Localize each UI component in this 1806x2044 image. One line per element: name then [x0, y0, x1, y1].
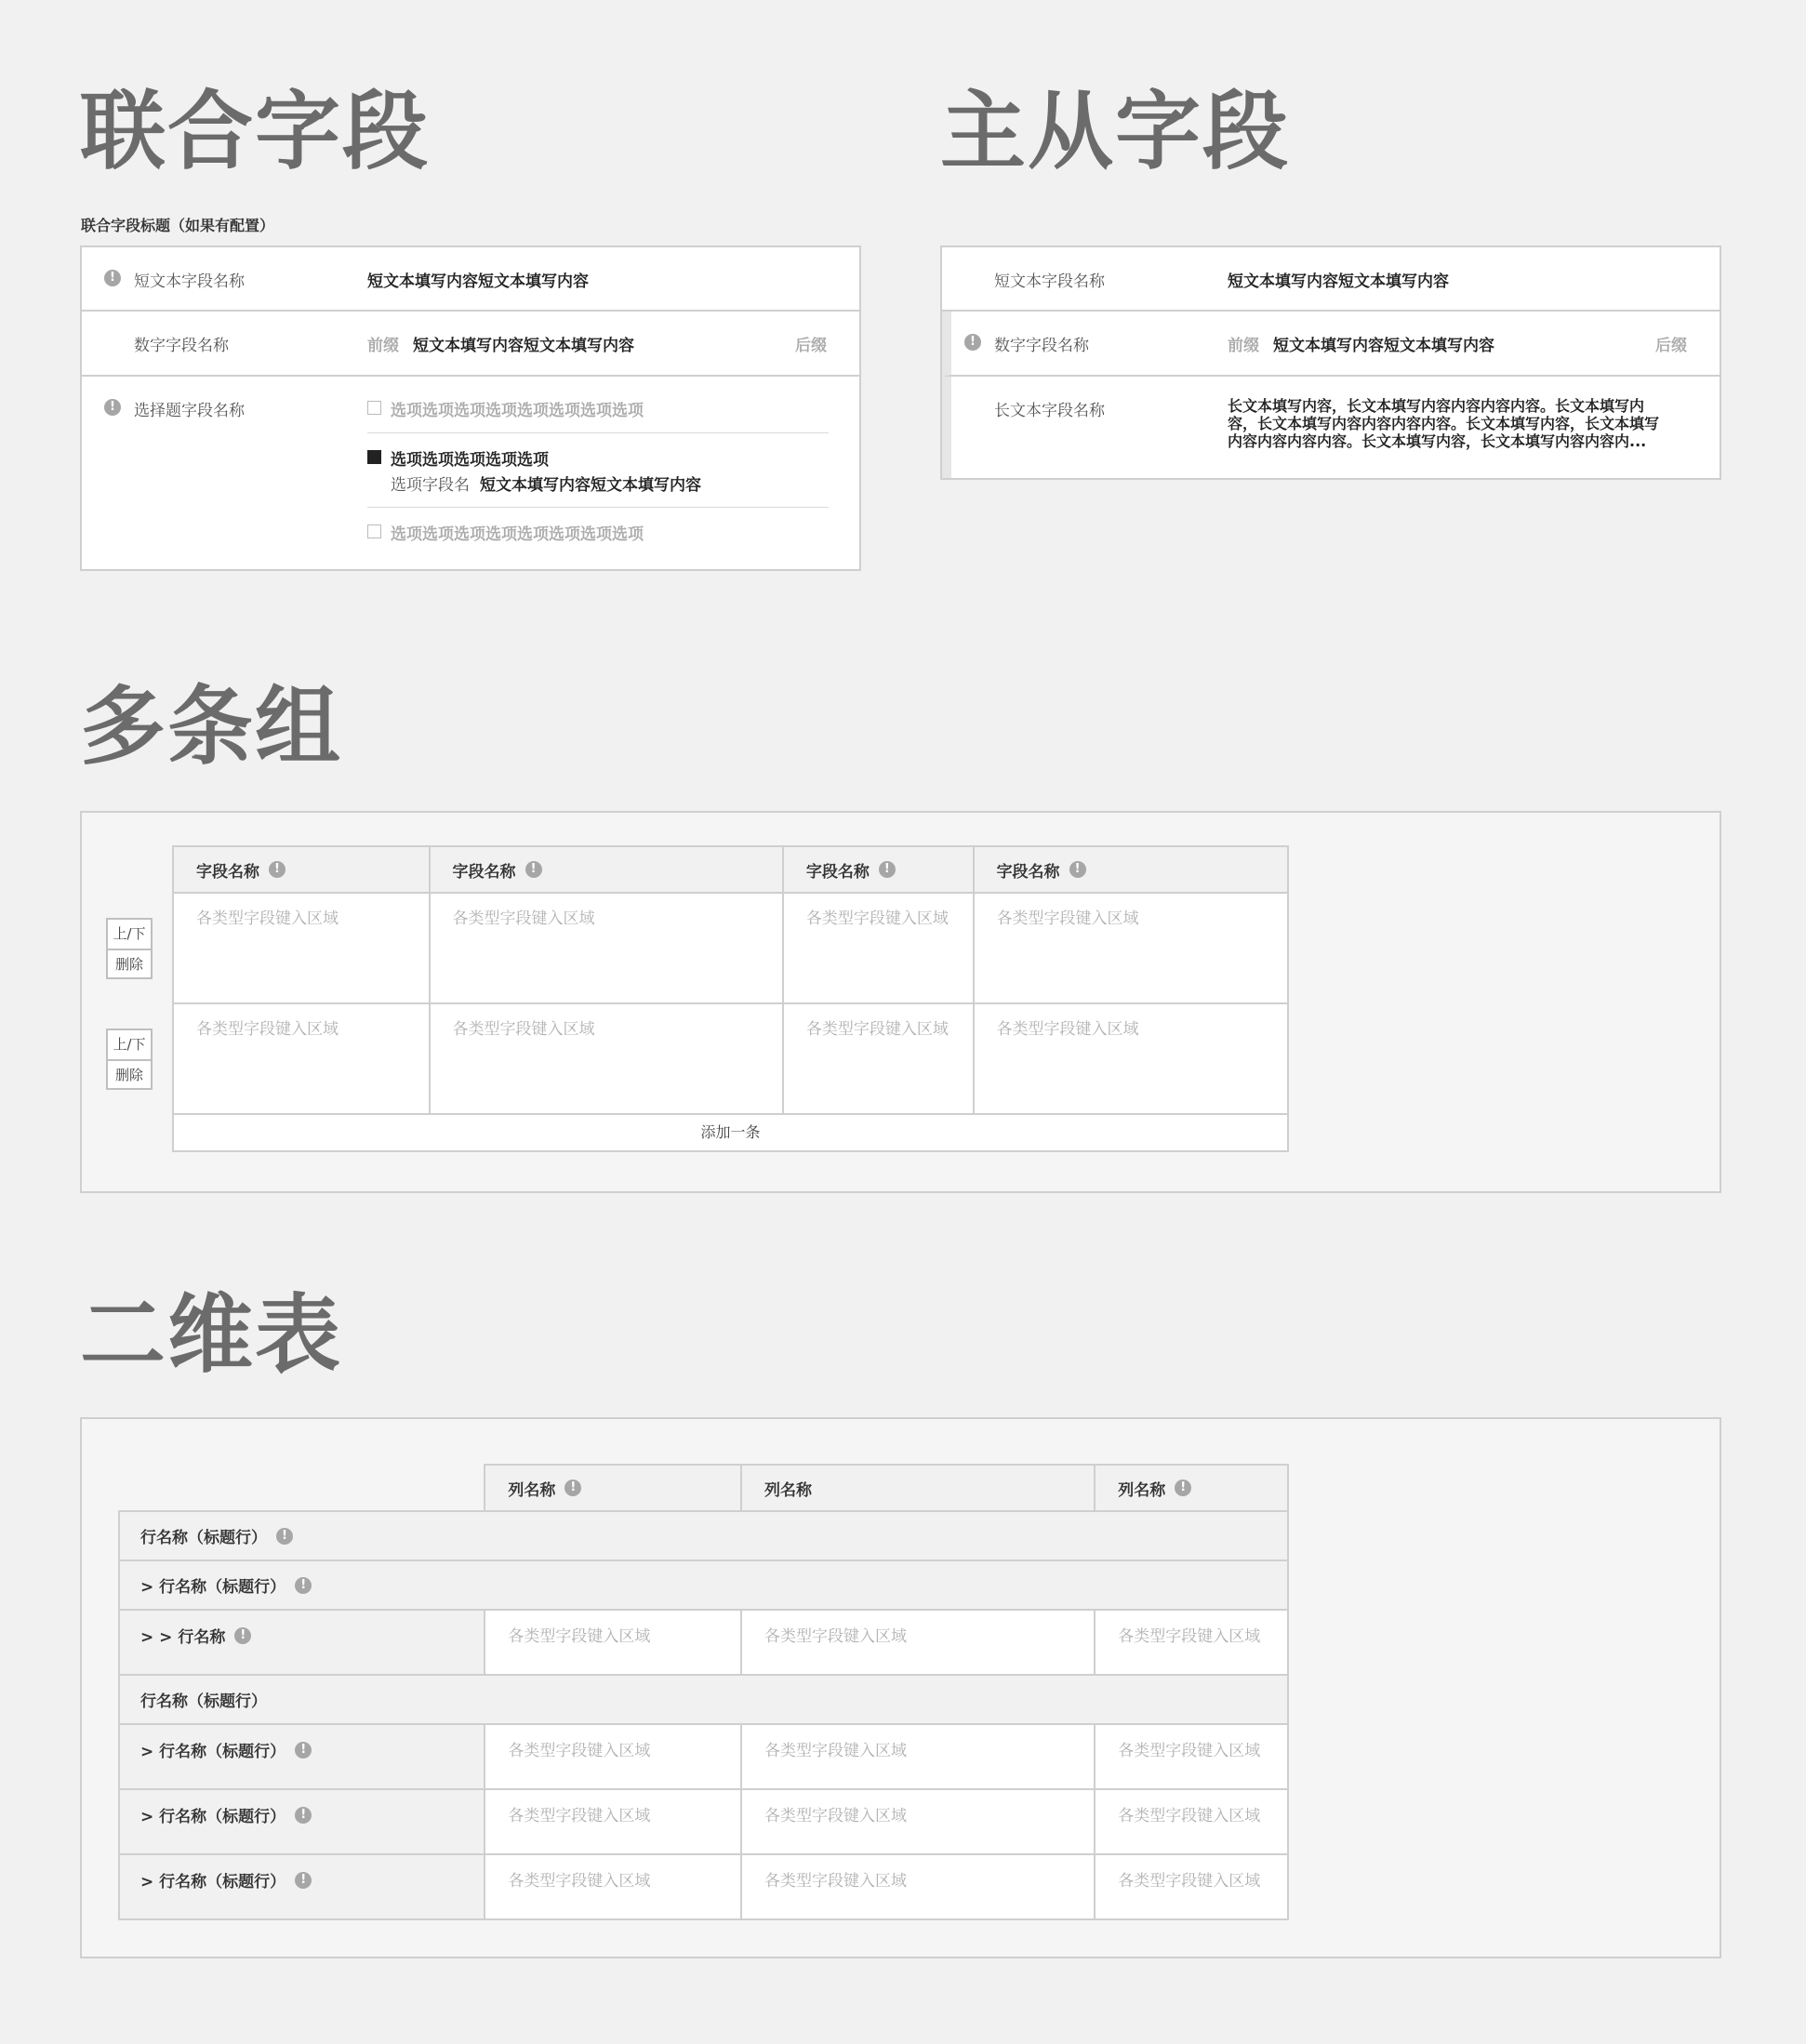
union-row-number [82, 312, 859, 377]
column-header: 字段名称 ! [173, 846, 430, 893]
field-label: 选择题字段名称 [134, 402, 245, 420]
divider [367, 432, 829, 433]
column-header: 字段名称 ! [430, 846, 783, 893]
info-icon[interactable]: ! [879, 861, 896, 878]
info-icon[interactable]: ! [525, 861, 542, 878]
field-label: 短文本字段名称 [994, 272, 1105, 291]
column-header: 字段名称 ! [783, 846, 974, 893]
move-up-down-button[interactable]: 上/下 [113, 1036, 146, 1053]
field-value[interactable]: 短文本填写内容短文本填写内容 [413, 337, 634, 355]
input-cell[interactable]: 各类型字段键入区域 [430, 893, 783, 1003]
field-value[interactable]: 短文本填写内容短文本填写内容 [367, 272, 589, 291]
row-2-actions [106, 1029, 153, 1090]
master-row-short-text [942, 247, 1720, 312]
input-cell[interactable]: 各类型字段键入区域 [783, 893, 974, 1003]
long-text-value[interactable] [1228, 397, 1711, 450]
delete-button[interactable]: 删除 [108, 949, 151, 977]
row-header: > > 行名称 ! [119, 1610, 485, 1675]
input-cell[interactable]: 各类型字段键入区域 [1095, 1724, 1288, 1789]
choice-option[interactable]: 选项选项选项选项选项选项选项选项 [391, 402, 644, 420]
option-sub-value[interactable]: 短文本填写内容短文本填写内容 [480, 476, 701, 495]
row-1-actions [106, 918, 153, 979]
number-prefix: 前缀 [367, 337, 399, 355]
checkbox-icon[interactable] [367, 524, 381, 538]
option-sub-label: 选项字段名 [391, 476, 470, 495]
number-prefix: 前缀 [1228, 337, 1259, 355]
field-label: 短文本字段名称 [134, 272, 245, 291]
union-row-short-text [82, 247, 859, 312]
info-icon[interactable]: ! [1069, 861, 1086, 878]
move-up-down-button[interactable]: 上/下 [113, 925, 146, 942]
input-cell[interactable]: 各类型字段键入区域 [1095, 1610, 1288, 1675]
corner-cell [119, 1465, 485, 1511]
matrix-title-row [119, 1511, 1288, 1560]
input-cell[interactable]: 各类型字段键入区域 [485, 1610, 741, 1675]
matrix-table [118, 1464, 1289, 1920]
input-cell[interactable]: 各类型字段键入区域 [485, 1789, 741, 1854]
info-icon[interactable]: ! [234, 1627, 251, 1644]
multi-section-title: 多条组 [80, 677, 343, 776]
input-cell[interactable]: 各类型字段键入区域 [485, 1854, 741, 1919]
input-cell[interactable]: 各类型字段键入区域 [1095, 1854, 1288, 1919]
matrix-data-row [119, 1724, 1288, 1789]
checkbox-checked-icon[interactable] [367, 450, 381, 464]
table-header-row [173, 846, 1288, 893]
long-text-line: 容，长文本填写内容内容内容内容。长文本填写内容，长文本填写 [1228, 415, 1660, 432]
delete-button[interactable]: 删除 [108, 1059, 151, 1088]
input-cell[interactable]: 各类型字段键入区域 [974, 1003, 1288, 1114]
union-field-panel [80, 246, 861, 571]
row-header: > 行名称（标题行） ! [119, 1724, 485, 1789]
info-icon[interactable]: ! [964, 334, 981, 351]
info-icon[interactable]: ! [104, 399, 121, 416]
info-icon[interactable]: ! [564, 1480, 581, 1496]
info-icon[interactable]: ! [295, 1577, 312, 1594]
number-suffix: 后缀 [1655, 337, 1687, 355]
info-icon[interactable]: ! [1175, 1480, 1191, 1496]
input-cell[interactable]: 各类型字段键入区域 [173, 893, 430, 1003]
row-header: 行名称（标题行） [119, 1675, 1288, 1724]
field-label: 长文本字段名称 [994, 402, 1105, 420]
row-header: > 行名称（标题行） ! [119, 1789, 485, 1854]
union-section-title: 联合字段 [80, 82, 431, 181]
field-value[interactable]: 短文本填写内容短文本填写内容 [1273, 337, 1494, 355]
row-header: 行名称（标题行） ! [119, 1511, 1288, 1560]
column-header: 列名称 ! [1095, 1465, 1288, 1511]
matrix-title-row [119, 1675, 1288, 1724]
matrix-data-row [119, 1854, 1288, 1919]
row-header: > 行名称（标题行） ! [119, 1854, 485, 1919]
multi-group-container [80, 811, 1721, 1193]
input-cell[interactable]: 各类型字段键入区域 [173, 1003, 430, 1114]
input-cell[interactable]: 各类型字段键入区域 [974, 893, 1288, 1003]
column-header: 列名称 ! [485, 1465, 741, 1511]
table-row [173, 1003, 1288, 1114]
info-icon[interactable]: ! [295, 1742, 312, 1759]
checkbox-icon[interactable] [367, 401, 381, 415]
master-section-title: 主从字段 [940, 82, 1291, 181]
field-value[interactable]: 短文本填写内容短文本填写内容 [1228, 272, 1449, 291]
add-row-button[interactable]: 添加一条 [172, 1115, 1289, 1152]
master-row-long-text [942, 377, 1720, 478]
union-row-choice [82, 377, 859, 569]
info-icon[interactable]: ! [276, 1528, 293, 1545]
matrix-header-row [119, 1465, 1288, 1511]
divider [367, 507, 829, 508]
input-cell[interactable]: 各类型字段键入区域 [1095, 1789, 1288, 1854]
union-group-subtitle: 联合字段标题（如果有配置） [81, 217, 275, 234]
input-cell[interactable]: 各类型字段键入区域 [485, 1724, 741, 1789]
row-header: > 行名称（标题行） ! [119, 1560, 1288, 1610]
field-label: 数字字段名称 [134, 337, 229, 355]
input-cell[interactable]: 各类型字段键入区域 [741, 1789, 1095, 1854]
master-row-number [942, 312, 1720, 377]
matrix-data-row [119, 1610, 1288, 1675]
column-header: 列名称 [741, 1465, 1095, 1511]
number-suffix: 后缀 [795, 337, 827, 355]
matrix-container [80, 1417, 1721, 1958]
matrix-data-row [119, 1789, 1288, 1854]
info-icon[interactable]: ! [295, 1807, 312, 1824]
matrix-title-row [119, 1560, 1288, 1610]
long-text-line: 长文本填写内容，长文本填写内容内容内容内容。长文本填写内 [1228, 397, 1645, 415]
choice-option[interactable]: 选项选项选项选项选项选项选项选项 [391, 525, 644, 544]
matrix-section-title: 二维表 [80, 1285, 343, 1385]
column-header: 字段名称 ! [974, 846, 1288, 893]
long-text-line: 内容内容内容内容。长文本填写内容，长文本填写内容内容内... [1228, 432, 1647, 450]
input-cell[interactable]: 各类型字段键入区域 [783, 1003, 974, 1114]
input-cell[interactable]: 各类型字段键入区域 [430, 1003, 783, 1114]
multi-group-table [172, 845, 1289, 1115]
info-icon[interactable]: ! [269, 861, 286, 878]
table-row [173, 893, 1288, 1003]
input-cell[interactable]: 各类型字段键入区域 [741, 1854, 1095, 1919]
field-label: 数字字段名称 [994, 337, 1089, 355]
info-icon[interactable]: ! [295, 1872, 312, 1889]
input-cell[interactable]: 各类型字段键入区域 [741, 1610, 1095, 1675]
master-field-panel [940, 246, 1721, 480]
info-icon[interactable]: ! [104, 270, 121, 286]
input-cell[interactable]: 各类型字段键入区域 [741, 1724, 1095, 1789]
choice-option-selected[interactable]: 选项选项选项选项选项 [391, 451, 549, 470]
